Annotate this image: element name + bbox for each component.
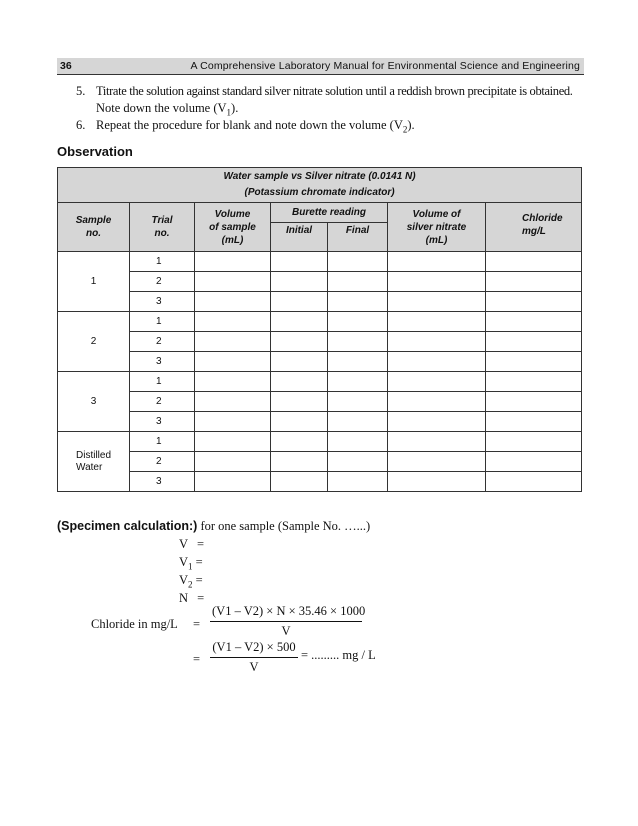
col-header-sample (58, 203, 130, 252)
data-cell[interactable] (328, 352, 388, 372)
table-row (58, 452, 582, 472)
sample-cell: 2 (58, 312, 130, 372)
table-row (58, 312, 582, 332)
trial-cell: 1 (130, 432, 195, 452)
equals-sign: = (193, 617, 201, 631)
fraction-denominator: V (249, 660, 259, 674)
trial-cell: 2 (130, 332, 195, 352)
equals-sign: = (195, 573, 203, 587)
step-text: Titrate the solution against standard silver nitrate solution until a reddish brown precipitate is obtained. (96, 84, 573, 98)
data-cell[interactable] (486, 312, 582, 332)
variable-name: V (179, 537, 188, 551)
table-row (58, 372, 582, 392)
subscript: 2 (402, 124, 408, 135)
data-cell[interactable] (328, 452, 388, 472)
header-text: mg/L (522, 226, 546, 237)
data-cell[interactable] (195, 332, 271, 352)
data-cell[interactable] (328, 372, 388, 392)
page-header (57, 58, 584, 75)
step-text: ). (231, 101, 239, 115)
data-cell[interactable] (328, 272, 388, 292)
data-cell[interactable] (328, 292, 388, 312)
col-header-chloride (486, 203, 582, 252)
chloride-label: Chloride in mg/L (91, 617, 178, 631)
data-cell[interactable] (271, 252, 328, 272)
header-text: Volume (214, 208, 251, 220)
data-cell[interactable] (271, 272, 328, 292)
data-cell[interactable] (271, 312, 328, 332)
page-number: 36 (60, 60, 72, 72)
table-title-line: Water sample vs Silver nitrate (0.0141 N) (223, 171, 416, 182)
step-5 (76, 84, 573, 99)
variable-name: V (179, 555, 189, 569)
data-cell[interactable] (195, 272, 271, 292)
table-row (58, 272, 582, 292)
variable-v1 (179, 555, 203, 572)
header-text: Sample (75, 215, 112, 226)
data-cell[interactable] (486, 332, 582, 352)
fraction-numerator: (V1 – V2) × 500 (210, 640, 298, 658)
data-cell[interactable] (328, 432, 388, 452)
table-row (58, 252, 582, 272)
trial-cell: 3 (130, 292, 195, 312)
step-6 (76, 118, 415, 135)
table-row (58, 472, 582, 492)
data-cell[interactable] (195, 452, 271, 472)
fraction-numerator: (V1 – V2) × N × 35.46 × 1000 (210, 604, 362, 622)
data-cell[interactable] (388, 352, 486, 372)
step-text: Note down the volume (V (96, 101, 227, 115)
data-cell[interactable] (486, 272, 582, 292)
data-cell[interactable] (195, 372, 271, 392)
variable-v (179, 537, 204, 552)
data-cell[interactable] (271, 352, 328, 372)
result-placeholder: = ......... mg / L (301, 648, 376, 662)
table-row (58, 292, 582, 312)
data-cell[interactable] (195, 292, 271, 312)
header-text: of sample (209, 221, 256, 233)
specimen-heading: (Specimen calculation:) (57, 519, 198, 533)
data-cell[interactable] (328, 412, 388, 432)
data-cell[interactable] (486, 392, 582, 412)
step-text: Repeat the procedure for blank and note down the volume (V (96, 118, 403, 132)
header-text: Volume of (412, 208, 461, 220)
data-cell[interactable] (388, 412, 486, 432)
formula-fraction-1 (210, 604, 366, 639)
data-cell[interactable] (486, 372, 582, 392)
data-cell[interactable] (388, 312, 486, 332)
data-cell[interactable] (195, 392, 271, 412)
data-cell[interactable] (388, 432, 486, 452)
equals-sign: = (195, 555, 203, 569)
trial-cell: 3 (130, 352, 195, 372)
formula-fraction-2 (210, 640, 298, 675)
data-cell[interactable] (486, 452, 582, 472)
equals-sign: = (197, 591, 205, 605)
data-cell[interactable] (271, 392, 328, 412)
data-cell[interactable] (195, 412, 271, 432)
col-header-final: Final (328, 223, 388, 252)
subscript: 1 (188, 561, 193, 572)
data-cell[interactable] (388, 452, 486, 472)
data-cell[interactable] (388, 292, 486, 312)
equals-sign: = (193, 652, 201, 666)
data-cell[interactable] (388, 252, 486, 272)
data-cell[interactable] (271, 432, 328, 452)
table-title-line: (Potassium chromate indicator) (244, 187, 395, 198)
observation-heading: Observation (57, 144, 133, 159)
header-text: no. (86, 228, 101, 239)
data-cell[interactable] (486, 472, 582, 492)
data-cell[interactable] (486, 432, 582, 452)
table-row (58, 392, 582, 412)
header-text: (mL) (221, 234, 244, 246)
col-header-volume (195, 203, 271, 252)
data-cell[interactable] (271, 372, 328, 392)
data-cell[interactable] (388, 372, 486, 392)
header-text: silver nitrate (406, 221, 467, 233)
trial-cell: 2 (130, 452, 195, 472)
data-cell[interactable] (271, 472, 328, 492)
table-row (58, 352, 582, 372)
trial-cell: 1 (130, 312, 195, 332)
subscript: 2 (188, 579, 193, 590)
equals-sign: = (196, 537, 204, 551)
table-row (58, 412, 582, 432)
data-cell[interactable] (271, 452, 328, 472)
col-header-initial: Initial (271, 223, 328, 252)
data-cell[interactable] (328, 252, 388, 272)
data-cell[interactable] (486, 412, 582, 432)
col-header-burette: Burette reading (271, 203, 388, 223)
data-cell[interactable] (388, 472, 486, 492)
step-number: 5. (76, 84, 86, 98)
variable-v2 (179, 573, 203, 590)
data-cell[interactable] (328, 312, 388, 332)
trial-cell: 2 (130, 272, 195, 292)
data-cell[interactable] (271, 332, 328, 352)
trial-cell: 3 (130, 472, 195, 492)
data-cell[interactable] (271, 292, 328, 312)
step-5-continued (96, 101, 238, 118)
data-cell[interactable] (195, 312, 271, 332)
sample-cell-distilled-water (58, 432, 130, 492)
table-row (58, 432, 582, 452)
header-text: (mL) (425, 234, 448, 246)
header-text: Trial (151, 215, 173, 226)
data-cell[interactable] (328, 472, 388, 492)
data-cell[interactable] (271, 412, 328, 432)
data-cell[interactable] (328, 392, 388, 412)
step-text: ). (407, 118, 415, 132)
step-number: 6. (76, 118, 86, 132)
book-title: A Comprehensive Laboratory Manual for Environmental Science and Engineering (190, 60, 580, 72)
data-cell[interactable] (328, 332, 388, 352)
table-title (58, 168, 582, 203)
variable-name: N (179, 591, 189, 605)
data-cell[interactable] (388, 272, 486, 292)
data-cell[interactable] (388, 392, 486, 412)
data-cell[interactable] (486, 352, 582, 372)
data-cell[interactable] (486, 252, 582, 272)
col-header-trial (130, 203, 195, 252)
trial-cell: 1 (130, 252, 195, 272)
table-row (58, 332, 582, 352)
header-text: Chloride (522, 213, 563, 224)
specimen-text: for one sample (Sample No. …...) (200, 519, 371, 533)
trial-cell: 2 (130, 392, 195, 412)
data-cell[interactable] (388, 332, 486, 352)
header-text: no. (154, 228, 170, 239)
sample-cell: 3 (58, 372, 130, 432)
variable-name: V (179, 573, 189, 587)
sample-label: Distilled (76, 449, 112, 461)
data-cell[interactable] (195, 352, 271, 372)
observation-table (57, 167, 582, 492)
subscript: 1 (226, 107, 232, 118)
specimen-calculation-line (57, 519, 370, 534)
data-cell[interactable] (195, 472, 271, 492)
sample-label: Water (76, 461, 103, 473)
fraction-denominator: V (281, 624, 291, 638)
data-cell[interactable] (486, 292, 582, 312)
sample-cell: 1 (58, 252, 130, 312)
col-header-volume-silver (388, 203, 486, 252)
variable-n (179, 591, 204, 606)
trial-cell: 3 (130, 412, 195, 432)
data-cell[interactable] (195, 252, 271, 272)
data-cell[interactable] (195, 432, 271, 452)
trial-cell: 1 (130, 372, 195, 392)
